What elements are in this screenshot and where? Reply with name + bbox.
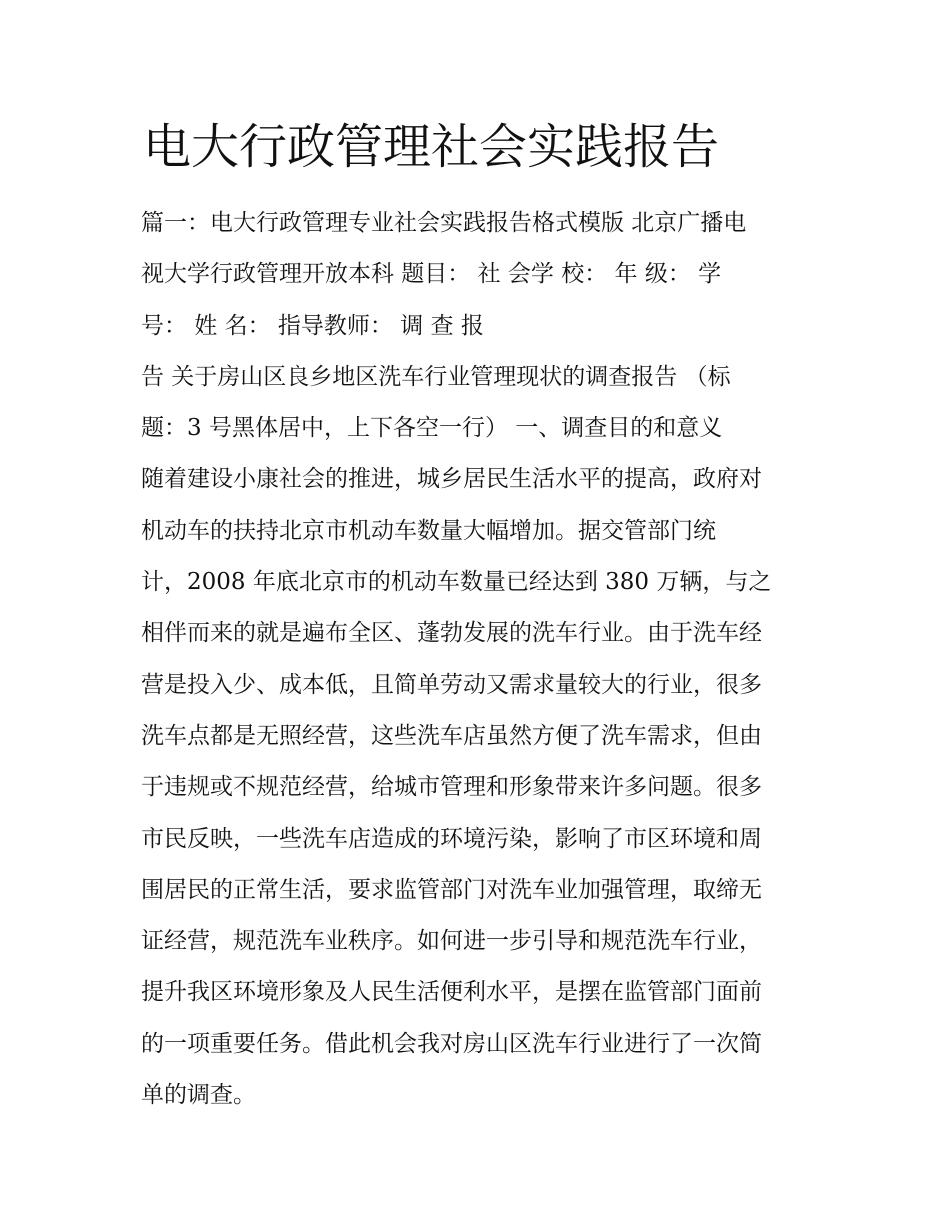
body-line-5: 题：3 号黑体居中，上下各空一行） 一、调查目的和意义 bbox=[141, 415, 723, 442]
body-line-12: 于违规或不规范经营，给城市管理和形象带来许多问题。很多 bbox=[141, 774, 762, 801]
body-line-1: 篇一：电大行政管理专业社会实践报告格式模版 北京广播电 bbox=[141, 210, 747, 236]
body-line-11: 洗车点都是无照经营，这些洗车店虽然方便了洗车需求，但由 bbox=[141, 722, 762, 749]
body-line-7: 机动车的扶持北京市机动车数量大幅增加。据交管部门统 bbox=[141, 517, 716, 544]
document-body bbox=[141, 198, 821, 1121]
body-line-17: 的一项重要任务。借此机会我对房山区洗车行业进行了一次简 bbox=[141, 1030, 762, 1057]
body-line-9: 相伴而来的就是遍布全区、蓬勃发展的洗车行业。由于洗车经 bbox=[141, 620, 762, 647]
body-line-4: 告 关于房山区良乡地区洗车行业管理现状的调查报告 （标 bbox=[141, 363, 731, 390]
body-line-6: 随着建设小康社会的推进，城乡居民生活水平的提高，政府对 bbox=[141, 466, 762, 493]
body-line-2: 视大学行政管理开放本科 题目： 社 会学 校： 年 级： 学 bbox=[141, 261, 722, 288]
body-line-18: 单的调查。 bbox=[141, 1082, 256, 1109]
body-line-3: 号： 姓 名： 指导教师： 调 查 报 bbox=[141, 312, 484, 339]
body-line-13: 市民反映，一些洗车店造成的环境污染，影响了市区环境和周 bbox=[141, 825, 762, 852]
body-line-14: 围居民的正常生活，要求监管部门对洗车业加强管理，取缔无 bbox=[141, 876, 762, 903]
body-line-8: 计，2008 年底北京市的机动车数量已经达到 380 万辆，与之 bbox=[141, 569, 772, 596]
document-title: 电大行政管理社会实践报告 bbox=[143, 119, 720, 175]
body-line-16: 提升我区环境形象及人民生活便利水平，是摆在监管部门面前 bbox=[141, 979, 762, 1006]
body-line-15: 证经营，规范洗车业秩序。如何进一步引导和规范洗车行业， bbox=[141, 928, 762, 955]
body-line-10: 营是投入少、成本低，且简单劳动又需求量较大的行业，很多 bbox=[141, 671, 762, 698]
